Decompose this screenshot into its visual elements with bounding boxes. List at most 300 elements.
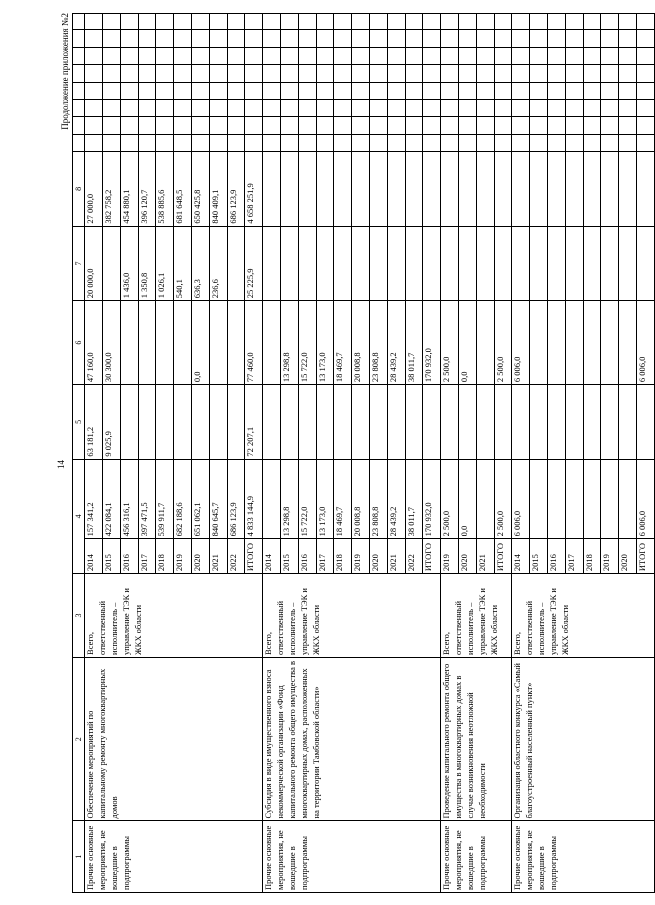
blank-cell bbox=[441, 47, 459, 64]
blank-cell bbox=[369, 99, 387, 116]
federal-budget-cell bbox=[476, 385, 494, 460]
blank-cell bbox=[227, 30, 245, 47]
regional-budget-cell: 47 160,0 bbox=[85, 301, 103, 385]
blank-cell bbox=[120, 82, 138, 99]
blank-cell bbox=[476, 82, 494, 99]
blank-cell bbox=[387, 134, 405, 151]
extra-budget-cell bbox=[601, 152, 619, 227]
local-budget-cell bbox=[352, 226, 370, 301]
blank-cell bbox=[423, 134, 441, 151]
regional-budget-cell bbox=[138, 301, 156, 385]
blank-cell bbox=[174, 47, 192, 64]
total-cell bbox=[263, 459, 281, 539]
blank-cell bbox=[174, 14, 192, 30]
regional-budget-cell: 170 932,0 bbox=[423, 301, 441, 385]
blank-cell bbox=[102, 65, 120, 82]
blank-cell bbox=[512, 47, 530, 64]
local-budget-cell bbox=[494, 226, 512, 301]
extra-budget-cell bbox=[334, 152, 352, 227]
year-cell: ИТОГО bbox=[494, 539, 512, 574]
blank-cell bbox=[583, 47, 601, 64]
blank-cell bbox=[547, 30, 565, 47]
total-cell bbox=[476, 459, 494, 539]
total-cell: 18 469,7 bbox=[334, 459, 352, 539]
header-blank-cell bbox=[73, 82, 85, 99]
blank-cell bbox=[619, 47, 637, 64]
blank-cell bbox=[245, 82, 263, 99]
federal-budget-cell bbox=[191, 385, 209, 460]
extra-budget-cell bbox=[298, 152, 316, 227]
blank-cell bbox=[441, 117, 459, 134]
blank-cell bbox=[227, 47, 245, 64]
blank-cell bbox=[334, 30, 352, 47]
blank-cell bbox=[85, 82, 103, 99]
blank-cell bbox=[316, 47, 334, 64]
blank-cell bbox=[120, 99, 138, 116]
extra-budget-cell bbox=[565, 152, 583, 227]
blank-cell bbox=[174, 117, 192, 134]
header-blank-cell bbox=[73, 134, 85, 151]
regional-budget-cell: 15 722,0 bbox=[298, 301, 316, 385]
year-cell: 2021 bbox=[387, 539, 405, 574]
blank-cell bbox=[601, 82, 619, 99]
header-cell: 1 bbox=[73, 821, 85, 893]
blank-cell bbox=[583, 117, 601, 134]
extra-budget-cell bbox=[441, 152, 459, 227]
blank-cell bbox=[209, 47, 227, 64]
extra-budget-cell bbox=[583, 152, 601, 227]
blank-cell bbox=[298, 117, 316, 134]
header-row bbox=[73, 14, 85, 893]
federal-budget-cell bbox=[405, 385, 423, 460]
blank-cell bbox=[156, 65, 174, 82]
header-blank-cell bbox=[73, 117, 85, 134]
blank-cell bbox=[316, 117, 334, 134]
blank-cell bbox=[263, 99, 281, 116]
blank-cell bbox=[102, 82, 120, 99]
blank-cell bbox=[601, 99, 619, 116]
regional-budget-cell: 0,0 bbox=[191, 301, 209, 385]
year-cell: 2015 bbox=[102, 539, 120, 574]
local-budget-cell bbox=[512, 226, 530, 301]
blank-cell bbox=[191, 14, 209, 30]
total-cell bbox=[619, 459, 637, 539]
blank-cell bbox=[423, 14, 441, 30]
blank-cell bbox=[245, 14, 263, 30]
blank-cell bbox=[441, 99, 459, 116]
blank-cell bbox=[263, 14, 281, 30]
total-cell: 15 722,0 bbox=[298, 459, 316, 539]
blank-cell bbox=[209, 30, 227, 47]
blank-cell bbox=[209, 117, 227, 134]
blank-cell bbox=[441, 82, 459, 99]
federal-budget-cell bbox=[583, 385, 601, 460]
blank-cell bbox=[423, 47, 441, 64]
blank-cell bbox=[387, 30, 405, 47]
blank-cell bbox=[120, 47, 138, 64]
blank-cell bbox=[494, 47, 512, 64]
blank-cell bbox=[458, 14, 476, 30]
blank-cell bbox=[85, 65, 103, 82]
total-cell: 682 188,6 bbox=[174, 459, 192, 539]
regional-budget-cell bbox=[547, 301, 565, 385]
blank-cell bbox=[530, 14, 548, 30]
extra-budget-cell: 840 409,1 bbox=[209, 152, 227, 227]
page-number: 14 bbox=[56, 460, 66, 469]
blank-cell bbox=[352, 99, 370, 116]
blank-cell bbox=[209, 82, 227, 99]
blank-cell bbox=[441, 65, 459, 82]
blank-cell bbox=[298, 47, 316, 64]
total-cell: 38 011,7 bbox=[405, 459, 423, 539]
blank-cell bbox=[547, 65, 565, 82]
year-cell: 2019 bbox=[601, 539, 619, 574]
executor-cell: Всего, ответственный исполнитель – управление ТЭК и ЖКХ области bbox=[263, 574, 441, 658]
extra-budget-cell bbox=[280, 152, 298, 227]
year-cell: 2020 bbox=[619, 539, 637, 574]
blank-cell bbox=[263, 65, 281, 82]
blank-cell bbox=[494, 134, 512, 151]
blank-cell bbox=[138, 134, 156, 151]
blank-cell bbox=[156, 117, 174, 134]
regional-budget-cell bbox=[227, 301, 245, 385]
blank-cell bbox=[156, 14, 174, 30]
blank-cell bbox=[102, 134, 120, 151]
local-budget-cell bbox=[316, 226, 334, 301]
table-row bbox=[85, 14, 103, 893]
blank-cell bbox=[405, 99, 423, 116]
year-cell: 2014 bbox=[85, 539, 103, 574]
blank-cell bbox=[334, 134, 352, 151]
blank-cell bbox=[547, 117, 565, 134]
total-cell: 422 084,1 bbox=[102, 459, 120, 539]
total-cell: 2 500,0 bbox=[494, 459, 512, 539]
regional-budget-cell: 13 298,8 bbox=[280, 301, 298, 385]
blank-cell bbox=[263, 47, 281, 64]
local-budget-cell: 1 436,0 bbox=[120, 226, 138, 301]
blank-cell bbox=[174, 99, 192, 116]
blank-cell bbox=[174, 30, 192, 47]
blank-cell bbox=[209, 99, 227, 116]
blank-cell bbox=[565, 99, 583, 116]
blank-cell bbox=[85, 14, 103, 30]
blank-cell bbox=[512, 134, 530, 151]
blank-cell bbox=[102, 30, 120, 47]
blank-cell bbox=[138, 30, 156, 47]
total-cell bbox=[547, 459, 565, 539]
blank-cell bbox=[120, 30, 138, 47]
extra-budget-cell: 538 885,6 bbox=[156, 152, 174, 227]
blank-cell bbox=[280, 134, 298, 151]
blank-cell bbox=[636, 82, 654, 99]
blank-cell bbox=[298, 14, 316, 30]
total-cell: 13 298,8 bbox=[280, 459, 298, 539]
activity-name-cell: Обеспечение мероприятий по капитальному ремонту многоквартирных домов bbox=[85, 657, 263, 821]
blank-cell bbox=[405, 134, 423, 151]
blank-cell bbox=[619, 117, 637, 134]
regional-budget-cell: 13 173,0 bbox=[316, 301, 334, 385]
local-budget-cell bbox=[565, 226, 583, 301]
total-cell: 157 341,2 bbox=[85, 459, 103, 539]
blank-cell bbox=[636, 134, 654, 151]
federal-budget-cell: 9 025,9 bbox=[102, 385, 120, 460]
blank-cell bbox=[156, 134, 174, 151]
extra-budget-cell bbox=[387, 152, 405, 227]
blank-cell bbox=[387, 82, 405, 99]
local-budget-cell bbox=[476, 226, 494, 301]
blank-cell bbox=[619, 30, 637, 47]
local-budget-cell bbox=[334, 226, 352, 301]
executor-cell: Всего, ответственный исполнитель – управление ТЭК и ЖКХ области bbox=[441, 574, 512, 658]
extra-budget-cell bbox=[423, 152, 441, 227]
federal-budget-cell bbox=[423, 385, 441, 460]
blank-cell bbox=[565, 82, 583, 99]
blank-cell bbox=[583, 82, 601, 99]
year-cell: 2018 bbox=[583, 539, 601, 574]
regional-budget-cell: 77 460,0 bbox=[245, 301, 263, 385]
blank-cell bbox=[369, 14, 387, 30]
budget-table bbox=[72, 13, 655, 893]
blank-cell bbox=[441, 134, 459, 151]
blank-cell bbox=[619, 65, 637, 82]
blank-cell bbox=[191, 30, 209, 47]
local-budget-cell bbox=[405, 226, 423, 301]
year-cell: 2017 bbox=[138, 539, 156, 574]
blank-cell bbox=[565, 134, 583, 151]
blank-cell bbox=[458, 47, 476, 64]
federal-budget-cell bbox=[458, 385, 476, 460]
blank-cell bbox=[85, 47, 103, 64]
blank-cell bbox=[280, 30, 298, 47]
blank-cell bbox=[298, 99, 316, 116]
total-cell: 651 062,1 bbox=[191, 459, 209, 539]
blank-cell bbox=[476, 65, 494, 82]
total-cell: 20 008,8 bbox=[352, 459, 370, 539]
extra-budget-cell bbox=[619, 152, 637, 227]
regional-budget-cell: 6 006,0 bbox=[512, 301, 530, 385]
total-cell: 170 932,0 bbox=[423, 459, 441, 539]
blank-cell bbox=[138, 47, 156, 64]
blank-cell bbox=[334, 117, 352, 134]
year-cell: 2020 bbox=[458, 539, 476, 574]
blank-cell bbox=[138, 99, 156, 116]
blank-cell bbox=[334, 99, 352, 116]
regional-budget-cell bbox=[120, 301, 138, 385]
federal-budget-cell bbox=[441, 385, 459, 460]
blank-cell bbox=[636, 65, 654, 82]
blank-cell bbox=[476, 47, 494, 64]
total-cell: 6 006,0 bbox=[636, 459, 654, 539]
blank-cell bbox=[476, 30, 494, 47]
blank-cell bbox=[334, 47, 352, 64]
blank-cell bbox=[352, 117, 370, 134]
extra-budget-cell bbox=[530, 152, 548, 227]
regional-budget-cell: 0,0 bbox=[458, 301, 476, 385]
blank-cell bbox=[227, 117, 245, 134]
blank-cell bbox=[530, 82, 548, 99]
blank-cell bbox=[316, 30, 334, 47]
regional-budget-cell: 18 469,7 bbox=[334, 301, 352, 385]
local-budget-cell bbox=[423, 226, 441, 301]
blank-cell bbox=[352, 82, 370, 99]
regional-budget-cell: 2 500,0 bbox=[494, 301, 512, 385]
blank-cell bbox=[565, 47, 583, 64]
header-blank-cell bbox=[73, 47, 85, 64]
blank-cell bbox=[583, 65, 601, 82]
federal-budget-cell bbox=[530, 385, 548, 460]
extra-budget-cell bbox=[369, 152, 387, 227]
blank-cell bbox=[209, 65, 227, 82]
extra-budget-cell bbox=[405, 152, 423, 227]
blank-cell bbox=[601, 14, 619, 30]
blank-cell bbox=[619, 134, 637, 151]
regional-budget-cell bbox=[583, 301, 601, 385]
federal-budget-cell bbox=[387, 385, 405, 460]
local-budget-cell bbox=[619, 226, 637, 301]
federal-budget-cell bbox=[138, 385, 156, 460]
total-cell: 840 645,7 bbox=[209, 459, 227, 539]
local-budget-cell bbox=[227, 226, 245, 301]
blank-cell bbox=[494, 117, 512, 134]
blank-cell bbox=[298, 82, 316, 99]
regional-budget-cell: 23 808,8 bbox=[369, 301, 387, 385]
blank-cell bbox=[102, 117, 120, 134]
blank-cell bbox=[280, 47, 298, 64]
blank-cell bbox=[209, 14, 227, 30]
extra-budget-cell: 396 120,7 bbox=[138, 152, 156, 227]
header-cell: 8 bbox=[73, 152, 85, 227]
year-cell: ИТОГО bbox=[636, 539, 654, 574]
blank-cell bbox=[387, 14, 405, 30]
local-budget-cell bbox=[547, 226, 565, 301]
blank-cell bbox=[227, 14, 245, 30]
blank-cell bbox=[512, 99, 530, 116]
extra-budget-cell bbox=[263, 152, 281, 227]
blank-cell bbox=[494, 82, 512, 99]
federal-budget-cell bbox=[565, 385, 583, 460]
blank-cell bbox=[423, 30, 441, 47]
regional-budget-cell bbox=[619, 301, 637, 385]
regional-budget-cell bbox=[601, 301, 619, 385]
blank-cell bbox=[280, 117, 298, 134]
federal-budget-cell bbox=[263, 385, 281, 460]
year-cell: 2019 bbox=[352, 539, 370, 574]
total-cell: 6 006,0 bbox=[512, 459, 530, 539]
blank-cell bbox=[369, 82, 387, 99]
blank-cell bbox=[334, 65, 352, 82]
federal-budget-cell bbox=[512, 385, 530, 460]
local-budget-cell bbox=[458, 226, 476, 301]
blank-cell bbox=[191, 47, 209, 64]
table-row bbox=[512, 14, 530, 893]
header-blank-cell bbox=[73, 65, 85, 82]
local-budget-cell bbox=[298, 226, 316, 301]
blank-cell bbox=[191, 99, 209, 116]
blank-cell bbox=[547, 82, 565, 99]
blank-cell bbox=[476, 14, 494, 30]
blank-cell bbox=[601, 134, 619, 151]
blank-cell bbox=[316, 99, 334, 116]
blank-cell bbox=[387, 65, 405, 82]
blank-cell bbox=[156, 82, 174, 99]
blank-cell bbox=[316, 65, 334, 82]
blank-cell bbox=[227, 65, 245, 82]
blank-cell bbox=[174, 65, 192, 82]
blank-cell bbox=[174, 82, 192, 99]
blank-cell bbox=[405, 30, 423, 47]
blank-cell bbox=[369, 65, 387, 82]
year-cell: 2019 bbox=[174, 539, 192, 574]
year-cell: 2016 bbox=[298, 539, 316, 574]
blank-cell bbox=[138, 14, 156, 30]
federal-budget-cell bbox=[174, 385, 192, 460]
local-budget-cell: 236,6 bbox=[209, 226, 227, 301]
extra-budget-cell bbox=[316, 152, 334, 227]
blank-cell bbox=[583, 14, 601, 30]
blank-cell bbox=[352, 14, 370, 30]
extra-budget-cell bbox=[636, 152, 654, 227]
blank-cell bbox=[352, 65, 370, 82]
blank-cell bbox=[494, 99, 512, 116]
header-cell: 7 bbox=[73, 226, 85, 301]
header-cell: 4 bbox=[73, 459, 85, 573]
program-type-cell: Прочие основные мероприятия, не вошедшие в подпрограммы bbox=[512, 821, 654, 893]
blank-cell bbox=[334, 14, 352, 30]
blank-cell bbox=[458, 117, 476, 134]
year-cell: 2018 bbox=[156, 539, 174, 574]
federal-budget-cell bbox=[298, 385, 316, 460]
blank-cell bbox=[405, 14, 423, 30]
total-cell bbox=[565, 459, 583, 539]
blank-cell bbox=[369, 134, 387, 151]
blank-cell bbox=[138, 117, 156, 134]
local-budget-cell: 25 225,9 bbox=[245, 226, 263, 301]
extra-budget-cell: 454 880,1 bbox=[120, 152, 138, 227]
header-blank-cell bbox=[73, 99, 85, 116]
blank-cell bbox=[120, 65, 138, 82]
blank-cell bbox=[191, 82, 209, 99]
blank-cell bbox=[547, 47, 565, 64]
blank-cell bbox=[227, 99, 245, 116]
total-cell: 397 471,5 bbox=[138, 459, 156, 539]
year-cell: 2014 bbox=[512, 539, 530, 574]
blank-cell bbox=[547, 14, 565, 30]
blank-cell bbox=[619, 82, 637, 99]
blank-cell bbox=[565, 14, 583, 30]
extra-budget-cell bbox=[476, 152, 494, 227]
extra-budget-cell: 681 648,5 bbox=[174, 152, 192, 227]
blank-cell bbox=[405, 65, 423, 82]
total-cell: 2 500,0 bbox=[441, 459, 459, 539]
header-blank-cell bbox=[73, 30, 85, 47]
regional-budget-cell bbox=[156, 301, 174, 385]
blank-cell bbox=[227, 82, 245, 99]
blank-cell bbox=[316, 14, 334, 30]
total-cell: 13 173,0 bbox=[316, 459, 334, 539]
regional-budget-cell: 2 500,0 bbox=[441, 301, 459, 385]
blank-cell bbox=[530, 134, 548, 151]
federal-budget-cell bbox=[352, 385, 370, 460]
federal-budget-cell bbox=[334, 385, 352, 460]
blank-cell bbox=[405, 82, 423, 99]
blank-cell bbox=[191, 65, 209, 82]
blank-cell bbox=[441, 14, 459, 30]
blank-cell bbox=[298, 65, 316, 82]
blank-cell bbox=[530, 47, 548, 64]
blank-cell bbox=[263, 134, 281, 151]
blank-cell bbox=[512, 14, 530, 30]
blank-cell bbox=[636, 47, 654, 64]
